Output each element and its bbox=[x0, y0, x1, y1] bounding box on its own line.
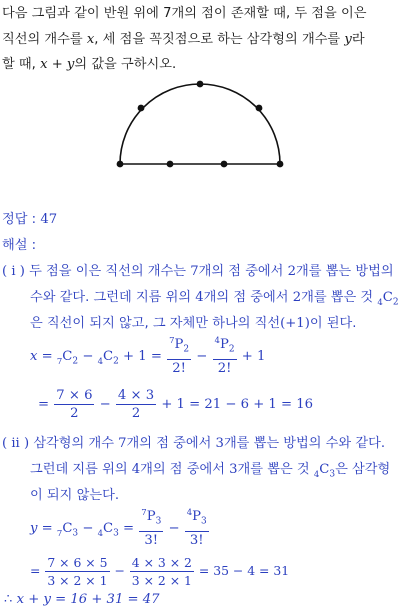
part-2-text: 이 되지 않는다. bbox=[30, 488, 120, 503]
point-diameter-3 bbox=[221, 161, 228, 168]
part-1-text: 개의 점 중에서 bbox=[203, 290, 293, 305]
part-1-text: 두 점을 이은 직선의 개수는 bbox=[29, 264, 191, 279]
point-arc-right bbox=[256, 105, 263, 112]
part-1-text: 이 된다. bbox=[309, 316, 357, 331]
part-2-line-2 bbox=[30, 458, 390, 480]
explanation-label: 해설 : bbox=[2, 238, 37, 253]
semicircle-arc bbox=[120, 84, 280, 164]
problem-line-2-text-c: 라 bbox=[351, 32, 365, 47]
part-1-text: 수와 같다. 그런데 지름 위의 bbox=[30, 290, 196, 305]
equation-x-result: = 21 − 6 + 1 = 16 bbox=[189, 397, 314, 412]
part-2-number: 4 bbox=[131, 462, 141, 477]
part-1-number: 7 bbox=[190, 264, 199, 279]
part-1-number: 2 bbox=[292, 290, 302, 305]
variable-y: y bbox=[344, 32, 352, 47]
fraction-4P3: $\frac{^4P_3}{3!}$ bbox=[186, 508, 207, 548]
point-diameter-4 bbox=[277, 161, 284, 168]
part-2-text: 그런데 지름 위의 bbox=[30, 462, 132, 477]
conclusion-expression: x + y = 16 + 31 = 47 bbox=[16, 592, 160, 607]
part-2-line-3 bbox=[30, 484, 119, 503]
fraction-7P3: $\frac{^7P_3}{3!}$ bbox=[141, 508, 162, 548]
part-2-text: 개를 뽑은 것 bbox=[237, 462, 314, 477]
answer-label: 정답 : bbox=[2, 212, 37, 227]
semicircle-figure bbox=[0, 0, 400, 190]
part-1-marker: ( i ) bbox=[2, 264, 25, 279]
point-arc-left bbox=[138, 105, 145, 112]
part-2-text: 삼각형의 개수 bbox=[33, 436, 119, 451]
combination-subscript: 4 bbox=[377, 298, 383, 308]
problem-line-2-text-a: 직선의 개수를 bbox=[2, 32, 87, 47]
combination-subscript: 2 bbox=[392, 297, 399, 308]
point-diameter-1 bbox=[117, 161, 124, 168]
conclusion-line bbox=[4, 592, 160, 607]
point-arc-top bbox=[197, 81, 204, 88]
problem-line-3-text-b: 의 값을 구하시오. bbox=[74, 57, 177, 72]
part-1-plus-one: (+1) bbox=[280, 316, 310, 331]
equation-x-lhs: x = bbox=[30, 348, 57, 364]
part-2-number: 3 bbox=[229, 462, 238, 477]
part-2-number: 3 bbox=[215, 436, 224, 451]
part-2-text: 은 삼각형 bbox=[335, 462, 391, 477]
equation-y-line-1: $y = _7C_3 - _4C_3$ = $\frac{^7P_3}{3!}$ − $\frac{^4P_3}{3!}$ bbox=[30, 508, 207, 548]
fraction-4x3: $\frac{4 \times 3}{2}$ bbox=[117, 388, 155, 421]
fraction-4P2: $\frac{^4P_2}{2!}$ bbox=[214, 336, 235, 376]
equation-y-lhs: y = bbox=[30, 520, 57, 536]
equation-x-tail: + 1 bbox=[237, 348, 266, 364]
combination-subscript: 4 bbox=[313, 470, 320, 480]
equation-y-result: = 35 − 4 = 31 bbox=[198, 563, 290, 578]
fraction-4x3x2: $\frac{4 \times 3 \times 2}{3 \times 2 \times 1}$ bbox=[131, 555, 192, 588]
part-1-line-1 bbox=[2, 260, 394, 279]
part-1-text: 개를 뽑은 것 bbox=[301, 290, 378, 305]
part-1-line-3 bbox=[30, 312, 356, 331]
answer-line bbox=[2, 208, 57, 227]
expression-x-plus-y: x + y bbox=[40, 57, 75, 72]
part-2-text: 개를 뽑는 방법의 수와 같다. bbox=[223, 436, 386, 451]
fraction-7x6: $\frac{7 \times 6}{2}$ bbox=[56, 388, 93, 421]
problem-line-1-text: 다음 그림과 같이 반원 위에 7개의 점이 존재할 때, 두 점을 이은 bbox=[2, 6, 367, 21]
part-1-line-2 bbox=[30, 286, 399, 308]
part-1-number: 4 bbox=[195, 290, 204, 305]
answer-value: 47 bbox=[40, 212, 58, 227]
part-2-number: 7 bbox=[118, 436, 127, 451]
variable-x: x bbox=[86, 32, 95, 47]
combination-symbol: C bbox=[319, 462, 330, 477]
combination-subscript: 3 bbox=[329, 469, 336, 480]
part-1-text: 개를 뽑는 방법의 bbox=[296, 264, 394, 279]
fraction-7P2: $\frac{^7P_2}{2!}$ bbox=[169, 336, 190, 376]
problem-line-2-text-b: , 세 점을 꼭짓점으로 하는 삼각형의 개수를 bbox=[94, 32, 345, 47]
part-2-marker: ( ii ) bbox=[2, 436, 30, 451]
fraction-7x6x5: $\frac{7 \times 6 \times 5}{3 \times 2 \times 1}$ bbox=[47, 555, 108, 588]
equation-x-line-1: $x = _7C_2 - _4C_2 + 1$ = $\frac{^7P_2}{2!}$ − $\frac{^4P_2}{2!}$ + 1 bbox=[30, 336, 266, 376]
part-1-number: 2 bbox=[287, 264, 296, 279]
part-2-text: 개의 점 중에서 bbox=[126, 436, 216, 451]
part-1-text: 개의 점 중에서 bbox=[198, 264, 288, 279]
therefore-symbol: ∴ bbox=[4, 592, 13, 607]
equation-y-line-2: = $\frac{7 \times 6 \times 5}{3 \times 2 \times 1}$ − $\frac{4 \times 3 \times 2}{3 \times 2 \times 1}$ = 35 − 4 = 31 bbox=[30, 555, 290, 588]
combination-symbol: C bbox=[382, 290, 393, 305]
part-2-line-1 bbox=[2, 432, 385, 451]
problem-line-3-text-a: 할 때, bbox=[2, 57, 41, 72]
part-2-text: 개의 점 중에서 bbox=[140, 462, 230, 477]
part-1-text: 은 직선이 되지 않고, 그 자체만 하나의 직선 bbox=[30, 316, 281, 331]
equation-x-line-2: = $\frac{7 \times 6}{2}$ − $\frac{4 \times 3}{2}$ + 1 = 21 − 6 + 1 = 16 bbox=[38, 388, 314, 421]
point-diameter-2 bbox=[167, 161, 174, 168]
